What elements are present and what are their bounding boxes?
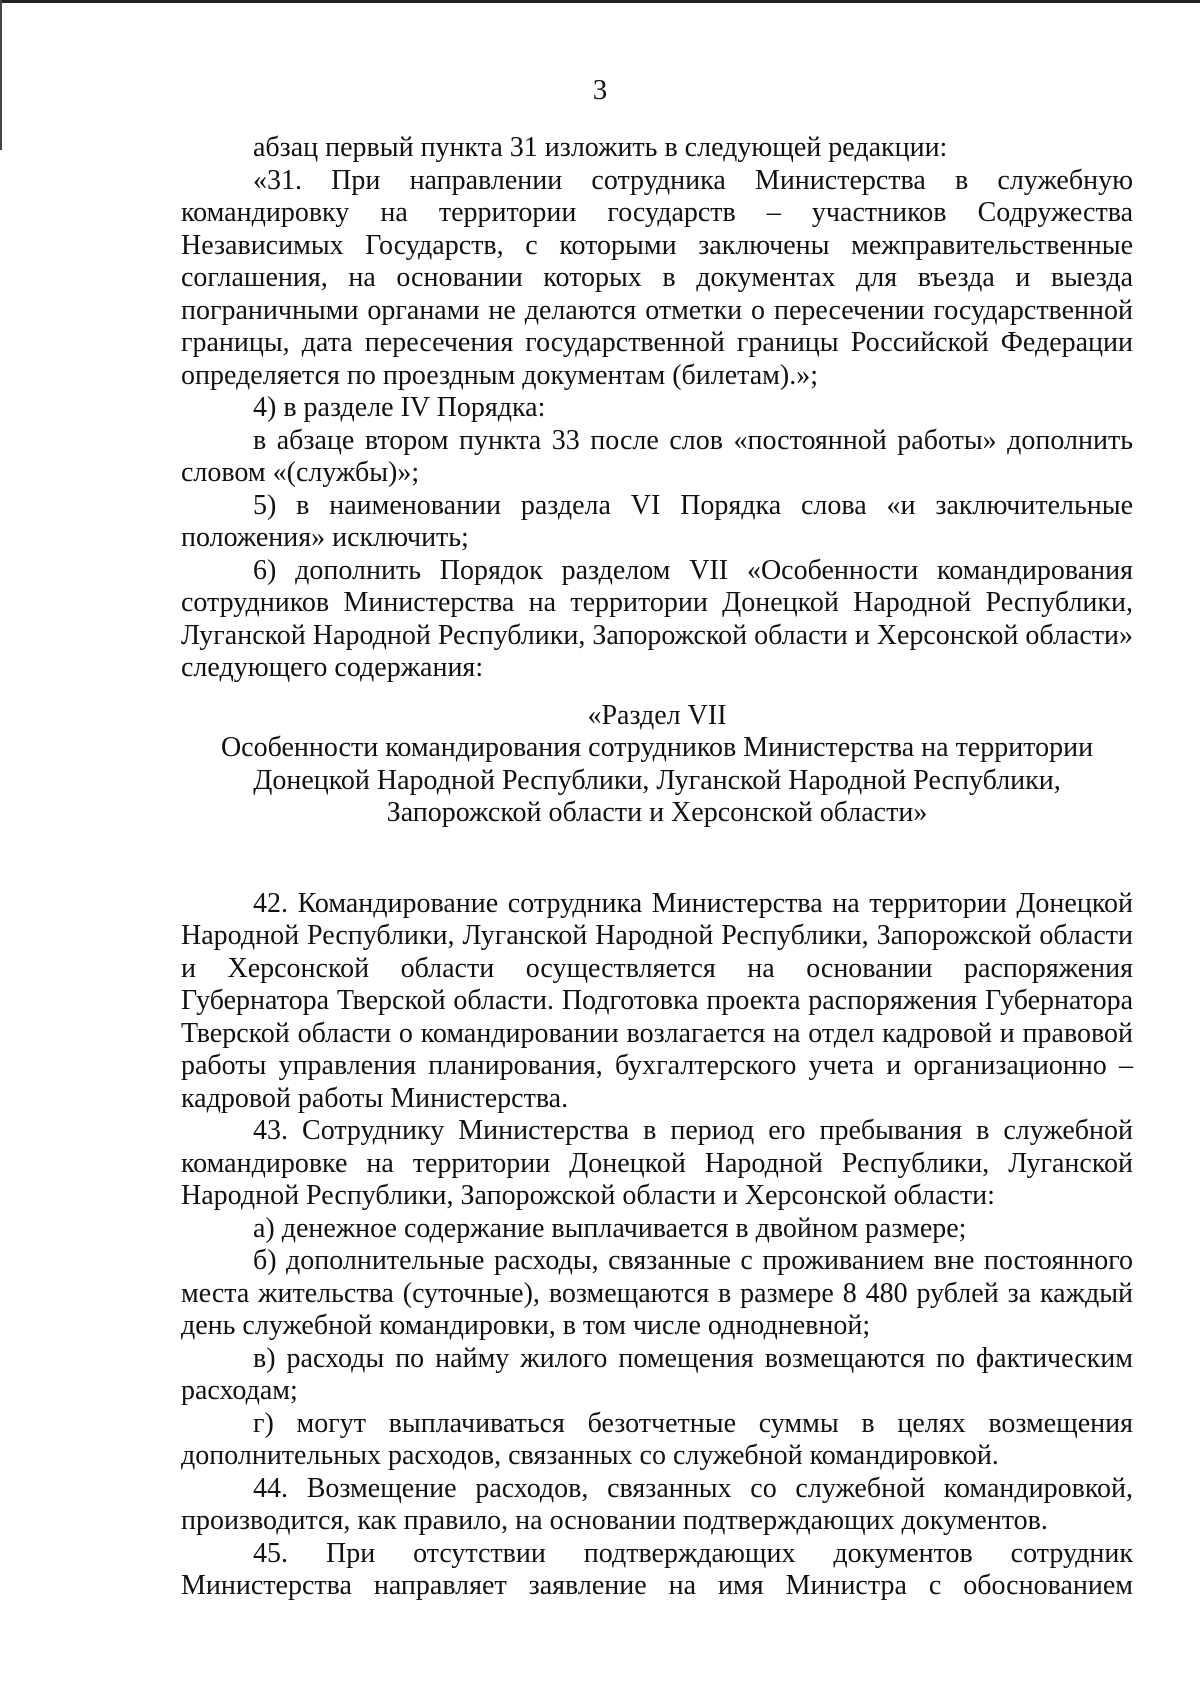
- paragraph-43-a: а) денежное содержание выплачивается в двойном размере;: [253, 1212, 967, 1244]
- page-number: 3: [592, 74, 608, 106]
- paragraph-item-4: 4) в разделе IV Порядка:: [253, 392, 546, 423]
- section-gap: [181, 830, 1133, 888]
- paragraph-43-g: г) могут выплачиваться безотчетные суммы в целях возмещения дополнительных расходов, связанных со служебной командировкой.: [181, 1407, 1133, 1471]
- paragraph-item-4-detail: в абзаце втором пункта 33 после слов «постоянной работы» дополнить словом «(службы)»;: [181, 424, 1133, 488]
- paragraph-44: 44. Возмещение расходов, связанных со служебной командировкой, производится, как правило, на основании подтверждающих документов.: [181, 1472, 1133, 1536]
- document-body: [181, 132, 1133, 1603]
- paragraph-42: 42. Командирование сотрудника Министерства на территории Донецкой Народной Республики, Луганской Народной Республики, Запорожской области и Херсонской области осуществляется на основании распоряжения Губернатора Тверской области. Подготовка проекта распоряжения Губернатора Тверской области о командировании возлагается на отдел кадровой и правовой работы управления планирования, бухгалтерского учета и организационно – кадровой работы Министерства.: [181, 887, 1133, 1114]
- section-heading-title-line-1: Особенности командирования сотрудников Министерства на территории: [220, 732, 1094, 763]
- paragraph-43-b: б) дополнительные расходы, связанные с проживанием вне постоянного места жительства (суточные), возмещаются в размере 8 480 рублей за каждый день служебной командировки, в том числе однодневной;: [181, 1245, 1133, 1341]
- section-heading-number: «Раздел VII: [587, 699, 727, 731]
- paragraph-45: 45. При отсутствии подтверждающих документов сотрудник Министерства направляет заявление на имя Министра с обоснованием: [181, 1537, 1133, 1601]
- paragraph-43-v: в) расходы по найму жилого помещения возмещаются по фактическим расходам;: [181, 1342, 1133, 1406]
- scan-top-border: [0, 0, 1200, 3]
- section-heading-title-line-2: Донецкой Народной Республики, Луганской Народной Республики,: [253, 764, 1061, 796]
- paragraph-31-intro: абзац первый пункта 31 изложить в следующей редакции:: [253, 132, 948, 163]
- section-heading-title-line-3: Запорожской области и Херсонской области»: [386, 797, 928, 828]
- paragraph-item-5: 5) в наименовании раздела VI Порядка слова «и заключительные положения» исключить;: [181, 489, 1133, 553]
- paragraph-43: 43. Сотруднику Министерства в период его пребывания в служебной командировке на территории Донецкой Народной Республики, Луганской Народной Республики, Запорожской области и Херсонской области:: [181, 1115, 1133, 1211]
- paragraph-item-6: 6) дополнить Порядок разделом VII «Особенности командирования сотрудников Министерства на территории Донецкой Народной Республики, Луганской Народной Республики, Запорожской области и Херсонской области» следующего содержания:: [181, 554, 1133, 683]
- paragraph-31-text: «31. При направлении сотрудника Министерства в служебную командировку на территории государств – участников Содружества Независимых Государств, с которыми заключены межправительственные соглашения, на основании которых в документах для въезда и выезда пограничными органами не делаются отметки о пересечении государственной границы, дата пересечения государственной границы Российской Федерации определяется по проездным документам (билетам).»;: [181, 164, 1133, 391]
